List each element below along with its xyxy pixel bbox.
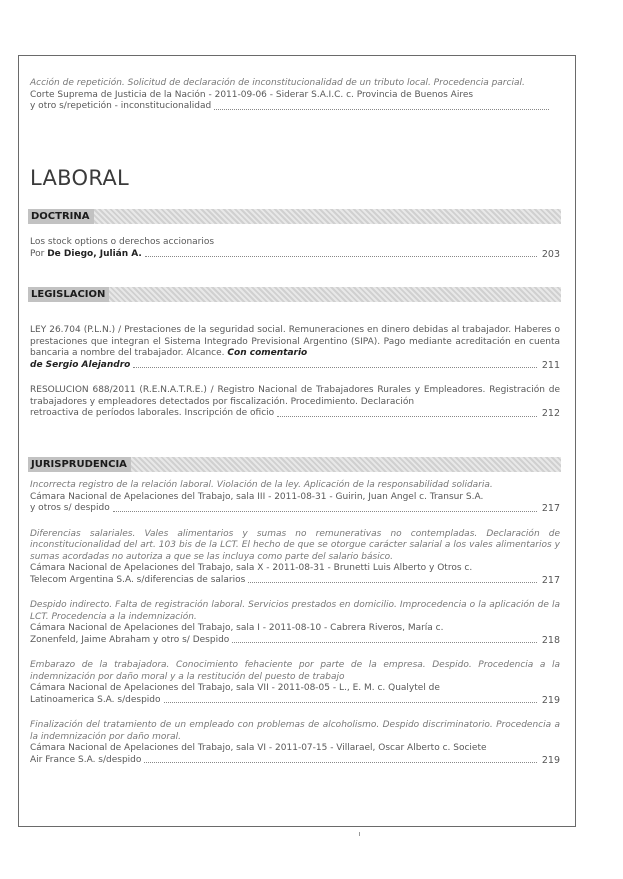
legislacion-item-page: 211	[541, 359, 560, 371]
jurisprudencia-item-summary: Finalización del tratamiento de un empleado con problemas de alcoholismo. Despido discriminatorio. Procedencia a la indemnización por daño moral.	[30, 720, 560, 742]
top-entry	[30, 78, 560, 113]
jurisprudencia-item-page: 217	[541, 574, 560, 586]
doctrina-entry[interactable]	[30, 237, 560, 260]
jurisprudencia-item-page: 218	[541, 634, 560, 646]
legislacion-item-page: 212	[541, 408, 560, 419]
legislacion-item-last: de Sergio Alejandro	[30, 359, 131, 370]
legislacion-heading: LEGISLACION	[28, 287, 109, 302]
jurisprudencia-item-page: 217	[541, 503, 560, 514]
doctrina-heading-band	[28, 209, 561, 224]
leader-dots	[133, 367, 537, 368]
legislacion-item-text: RESOLUCION 688/2011 (R.E.N.A.T.R.E.) / Registro Nacional de Trabajadores Rurales y Empleadores. Registración de trabajadores y empleadores detectados por fiscalización. Procedimiento. Declaración	[30, 385, 560, 407]
top-entry-summary: Acción de repetición. Solicitud de declaración de inconstitucionalidad de un tributo local. Procedencia parcial.	[30, 78, 525, 88]
jurisprudencia-item-citation: Cámara Nacional de Apelaciones del Trabajo, sala I - 2011-08-10 - Cabrera Riveros, María c.	[30, 623, 444, 633]
top-entry-last-text: y otro s/repetición - inconstitucionalidad	[30, 101, 212, 111]
jurisprudencia-item-last-line	[30, 635, 560, 647]
top-entry-last-line	[30, 101, 560, 113]
doctrina-author-line	[30, 249, 560, 261]
jurisprudencia-heading-band	[28, 457, 561, 472]
legislacion-item-last-line	[30, 408, 560, 420]
leader-dots	[164, 702, 538, 703]
legislacion-section	[30, 287, 560, 420]
doctrina-page: 203	[541, 248, 560, 260]
scan-mark	[359, 832, 360, 836]
leader-dots	[248, 582, 537, 583]
jurisprudencia-item-summary: Despido indirecto. Falta de registración laboral. Servicios prestados en domicilio. Improcedencia o la aplicación de la LCT. Procedencia a la indemnización.	[30, 600, 560, 622]
legislacion-item-comment: Con comentario	[227, 348, 308, 358]
jurisprudencia-item-citation: Cámara Nacional de Apelaciones del Trabajo, sala X - 2011-08-31 - Brunetti Luis Alberto y Otros c.	[30, 563, 473, 573]
leader-dots	[145, 256, 537, 257]
jurisprudencia-item[interactable]	[30, 600, 560, 646]
jurisprudencia-item[interactable]	[30, 529, 560, 587]
doctrina-title: Los stock options o derechos accionarios	[30, 237, 215, 247]
legislacion-item-last: retroactiva de períodos laborales. Inscripción de oficio	[30, 408, 275, 418]
leader-dots	[113, 511, 537, 512]
jurisprudencia-item-summary: Incorrecta registro de la relación laboral. Violación de la ley. Aplicación de la responsabilidad solidaria.	[30, 480, 493, 490]
top-entry-citation: Corte Suprema de Justicia de la Nación - 2011-09-06 - Siderar S.A.I.C. c. Provincia de Buenos Aires	[30, 89, 474, 100]
jurisprudencia-item-citation: Cámara Nacional de Apelaciones del Trabajo, sala VI - 2011-07-15 - Villarael, Oscar Alberto c. Societe	[30, 743, 487, 753]
jurisprudencia-heading: JURISPRUDENCIA	[28, 457, 131, 472]
leader-dots	[214, 109, 549, 110]
leader-dots	[232, 642, 537, 643]
jurisprudencia-item-citation: Cámara Nacional de Apelaciones del Trabajo, sala VII - 2011-08-05 - L., E. M. c. Qualytel de	[30, 683, 440, 693]
jurisprudencia-item[interactable]	[30, 720, 560, 766]
jurisprudencia-item-last: y otros s/ despido	[30, 503, 110, 513]
jurisprudencia-item-citation: Cámara Nacional de Apelaciones del Trabajo, sala III - 2011-08-31 - Guirin, Juan Angel c. Transur S.A.	[30, 491, 484, 502]
jurisprudencia-item-summary: Embarazo de la trabajadora. Conocimiento fehaciente por parte de la empresa. Despido. Procedencia a la indemnización por daño moral y a la restitución del puesto de trabajo	[30, 660, 560, 682]
jurisprudencia-item-summary: Diferencias salariales. Vales alimentarios y sumas no remunerativas no contempladas. Declaración de inconstitucionalidad del art. 103 bis de la LCT. El hecho de que se otorgue carácter salarial a los vales alimentarios y sumas acordadas no autoriza a que se las incluya como parte del salario básico.	[30, 528, 560, 562]
legislacion-heading-band	[28, 287, 561, 302]
jurisprudencia-item-last: Telecom Argentina S.A. s/diferencias de salarios	[30, 574, 246, 585]
jurisprudencia-item-last-line	[30, 695, 560, 707]
jurisprudencia-item-last-line	[30, 503, 560, 515]
jurisprudencia-item-last: Latinoamerica S.A. s/despido	[30, 694, 161, 705]
jurisprudencia-section	[30, 457, 560, 766]
jurisprudencia-item-page: 219	[541, 694, 560, 706]
jurisprudencia-item-last: Air France S.A. s/despido	[30, 754, 142, 765]
jurisprudencia-item-last-line	[30, 755, 560, 767]
doctrina-section	[30, 209, 560, 260]
jurisprudencia-item-last: Zonenfeld, Jaime Abraham y otro s/ Despido	[30, 634, 230, 645]
doctrina-heading: DOCTRINA	[28, 209, 94, 224]
jurisprudencia-item-last-line	[30, 575, 560, 587]
jurisprudencia-item[interactable]	[30, 660, 560, 706]
leader-dots	[277, 416, 537, 417]
author-prefix: Por	[30, 248, 45, 259]
leader-dots	[144, 762, 537, 763]
jurisprudencia-item[interactable]	[30, 480, 560, 515]
legislacion-item[interactable]	[30, 385, 560, 420]
legislacion-item[interactable]	[30, 325, 560, 371]
legislacion-item-text: LEY 26.704 (P.L.N.) / Prestaciones de la seguridad social. Remuneraciones en dinero debidas al trabajador. Haberes o prestaciones que integran el Sistema Integrado Previsional Argentino (SIPA). Pago mediante acreditación en cuenta bancaria a nombre del trabajador. Alcance.	[30, 325, 560, 358]
doctrina-author: De Diego, Julián A.	[47, 248, 142, 259]
jurisprudencia-item-page: 219	[541, 754, 560, 766]
legislacion-item-last-line	[30, 360, 560, 372]
section-title: LABORAL	[30, 166, 130, 190]
